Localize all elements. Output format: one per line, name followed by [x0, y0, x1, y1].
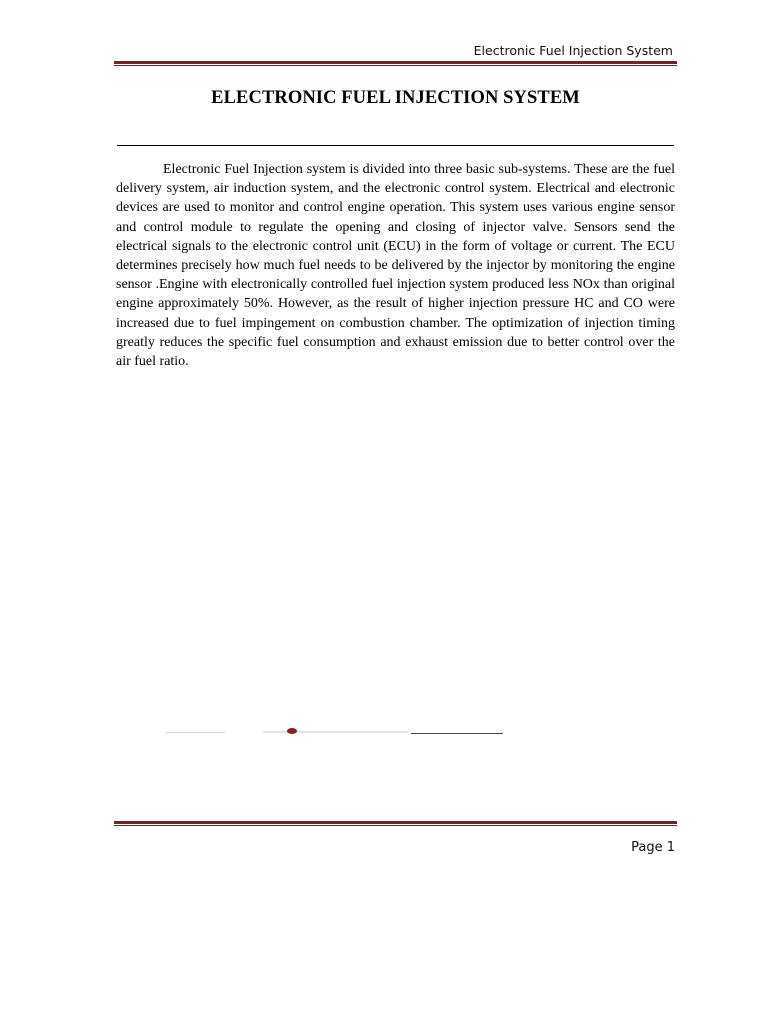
figure-fragment-mark: [287, 728, 297, 734]
page-number: Page 1: [631, 840, 675, 855]
header-divider-thick-line: [114, 61, 677, 64]
page-title: ELECTRONIC FUEL INJECTION SYSTEM: [211, 88, 580, 108]
footer-divider-thin-line: [114, 825, 677, 826]
figure-fragment-line-right: [411, 733, 503, 734]
running-header: Electronic Fuel Injection System: [473, 43, 673, 58]
body-paragraph: Electronic Fuel Injection system is divided into three basic sub-systems. These are the fuel delivery system, air induction system, and the electronic control system. Electrical and electronic devices are used to monitor and control engine operation. This system uses various engine sensor and control module to regulate the opening and closing of injector valve. Sensors send the electrical signals to the electronic control unit (ECU) in the form of voltage or current. The ECU determines precisely how much fuel needs to be delivered by the injector by monitoring the engine sensor .Engine with electronically controlled fuel injection system produced less NOx than original engine approximately 50%. However, as the result of higher injection pressure HC and CO were increased due to fuel impingement on combustion chamber. The optimization of injection timing greatly reduces the specific fuel consumption and exhaust emission due to better control over the air fuel ratio.: [116, 162, 675, 370]
figure-fragment: [165, 728, 505, 736]
header-divider-thin-line: [114, 65, 677, 66]
footer-divider: [114, 821, 677, 827]
header-divider: [114, 61, 677, 67]
figure-fragment-line-left: [165, 732, 225, 733]
footer-divider-thick-line: [114, 821, 677, 824]
figure-fragment-line-mid: [263, 731, 408, 733]
title-underline: [117, 145, 674, 146]
